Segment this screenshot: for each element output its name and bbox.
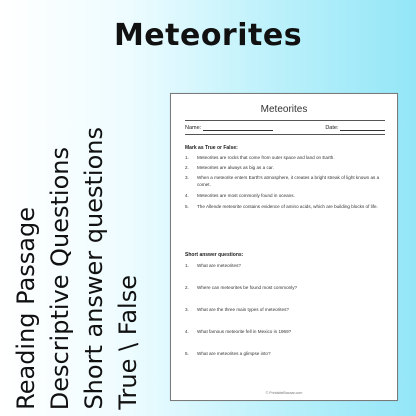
short-answer-heading: Short answer questions:: [185, 252, 244, 258]
list-item: 2. Where can meteorites be found most commonly?: [185, 285, 298, 290]
side-label-short-answer: Short answer questions: [80, 127, 108, 410]
worksheet-title: Meteorites: [260, 104, 308, 115]
true-false-heading: Mark as True or False:: [185, 145, 238, 151]
list-item: 1. Meteorites are rocks that come from outer space and land on Earth.: [185, 155, 335, 160]
side-label-descriptive-questions: Descriptive Questions: [46, 146, 74, 410]
footer-credit: © PrintableBazaar.com: [265, 391, 303, 395]
name-date-row: [185, 120, 385, 135]
date-blank-line: [340, 126, 385, 131]
name-label: Name:: [185, 124, 202, 131]
page-title: Meteorites: [113, 18, 303, 53]
list-item: 3. When a meteorite enters Earth's atmosphere, it creates a bright streak of light known as a comet.: [185, 175, 380, 187]
name-field: [185, 125, 273, 131]
date-field: [325, 125, 385, 131]
list-item: 4. Meteorites are most commonly found in oceans.: [185, 193, 295, 198]
list-item: 4. What famous meteorite fell in Mexico in 1969?: [185, 329, 292, 334]
list-item: 2. Meteorites are always as big as a car.: [185, 165, 274, 170]
side-label-true-false: True \ False: [114, 275, 142, 410]
list-item: 3. What are the three main types of meteorites?: [185, 307, 289, 312]
list-item: 5. What are meteorites a glimpse into?: [185, 351, 271, 356]
list-item: 5. The Allende meteorite contains evidence of amino acids, which are building blocks of life.: [185, 204, 378, 209]
name-blank-line: [203, 126, 273, 131]
list-item: 1. What are meteorites?: [185, 263, 241, 268]
date-label: Date:: [325, 124, 339, 131]
side-label-reading-passage: Reading Passage: [12, 207, 40, 410]
worksheet-preview: [170, 93, 398, 401]
